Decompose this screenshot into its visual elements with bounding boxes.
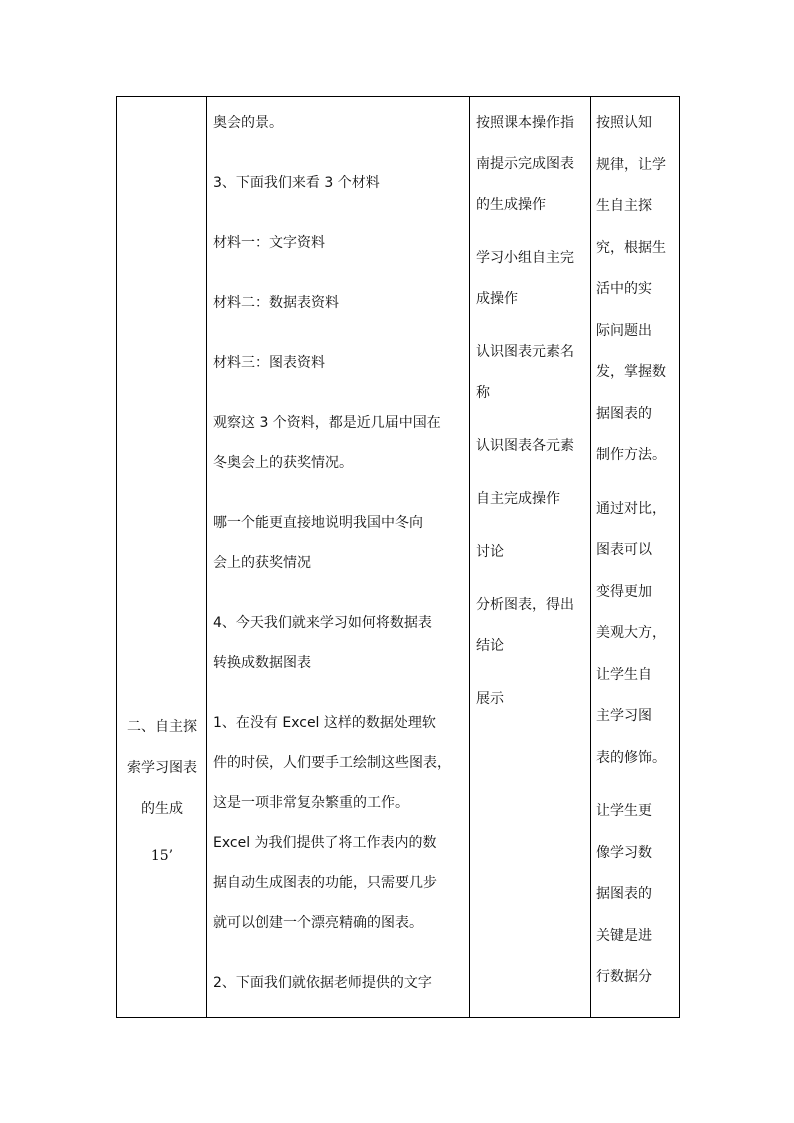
- table-row: [117, 97, 680, 1018]
- content-line: 4、今天我们就来学习如何将数据表: [213, 615, 432, 631]
- stage-label: [117, 707, 207, 877]
- student-line: 按照课本操作指: [476, 115, 574, 131]
- content-line: 1、在没有 Excel 这样的数据处理软: [213, 715, 436, 731]
- intent-line: 际问题出: [596, 322, 652, 339]
- stage-title-line: 的生成: [141, 801, 183, 817]
- student-line: 学习小组自主完: [476, 250, 574, 266]
- stage-title-line: 索学习图表: [127, 760, 197, 776]
- intent-line: 让学生自: [596, 666, 652, 683]
- design-intent-cell: [591, 97, 680, 1018]
- intent-line: 让学生更: [596, 803, 652, 819]
- student-line: 认识图表各元素: [476, 438, 574, 454]
- student-line: 展示: [476, 691, 504, 707]
- intent-line: 图表可以: [596, 542, 652, 558]
- intent-line: 行数据分: [596, 969, 652, 985]
- intent-line: 美观大方，: [596, 625, 666, 641]
- content-line: 件的时侯，人们要手工绘制这些图表，: [213, 755, 451, 771]
- student-line: 称: [476, 385, 490, 401]
- intent-line: 变得更加: [596, 583, 652, 600]
- intent-line: 通过对比，: [596, 500, 666, 517]
- student-activity-cell: [470, 97, 591, 1018]
- intent-line: 主学习图: [596, 708, 652, 724]
- teacher-activity-cell: [207, 97, 470, 1018]
- content-line: 据自动生成图表的功能，只需要几步: [213, 875, 437, 891]
- intent-line: 关键是进: [596, 927, 652, 944]
- intent-line: 究，根据生: [596, 239, 666, 256]
- stage-title-line: 二、自主探: [127, 719, 197, 735]
- content-line: 会上的获奖情况: [213, 555, 311, 571]
- student-line: 成操作: [476, 291, 518, 307]
- intent-line: 生自主探: [596, 198, 652, 214]
- intent-line: 按照认知: [596, 115, 652, 131]
- intent-line: 表的修饰。: [596, 749, 666, 766]
- intent-line: 据图表的: [596, 886, 652, 902]
- content-line: 这是一项非常复杂繁重的工作。: [213, 795, 409, 811]
- content-line: 材料一：文字资料: [213, 235, 325, 251]
- intent-line: 像学习数: [596, 844, 652, 861]
- content-line: 就可以创建一个漂亮精确的图表。: [213, 915, 423, 931]
- content-line: 观察这 3 个资料，都是近几届中国在: [213, 415, 441, 431]
- intent-line: 制作方法。: [596, 447, 666, 463]
- intent-line: 规律，让学: [596, 156, 666, 173]
- content-line: 材料二：数据表资料: [213, 295, 339, 311]
- stage-duration: 15’: [150, 848, 174, 864]
- student-line: 结论: [476, 638, 504, 654]
- student-line: 讨论: [476, 544, 504, 560]
- lesson-plan-table: [116, 96, 680, 1018]
- intent-line: 据图表的: [596, 405, 652, 422]
- content-line: Excel 为我们提供了将工作表内的数: [213, 835, 437, 851]
- content-line: 2、下面我们就依据老师提供的文字: [213, 975, 432, 991]
- content-line: 3、下面我们来看 3 个材料: [213, 175, 380, 191]
- intent-line: 活中的实: [596, 281, 652, 297]
- content-line: 材料三：图表资料: [213, 355, 325, 371]
- intent-line: 发，掌握数: [596, 364, 666, 380]
- content-line: 哪一个能更直接地说明我国中冬向: [213, 515, 423, 531]
- student-line: 南提示完成图表: [476, 156, 574, 172]
- student-line: 自主完成操作: [476, 491, 560, 507]
- stage-cell: [117, 97, 207, 1018]
- student-line: 认识图表元素名: [476, 344, 574, 360]
- content-line: 转换成数据图表: [213, 655, 311, 671]
- content-line: 冬奥会上的获奖情况。: [213, 455, 353, 471]
- student-line: 的生成操作: [476, 197, 546, 213]
- content-line: 奥会的景。: [213, 115, 283, 131]
- student-line: 分析图表，得出: [476, 597, 574, 613]
